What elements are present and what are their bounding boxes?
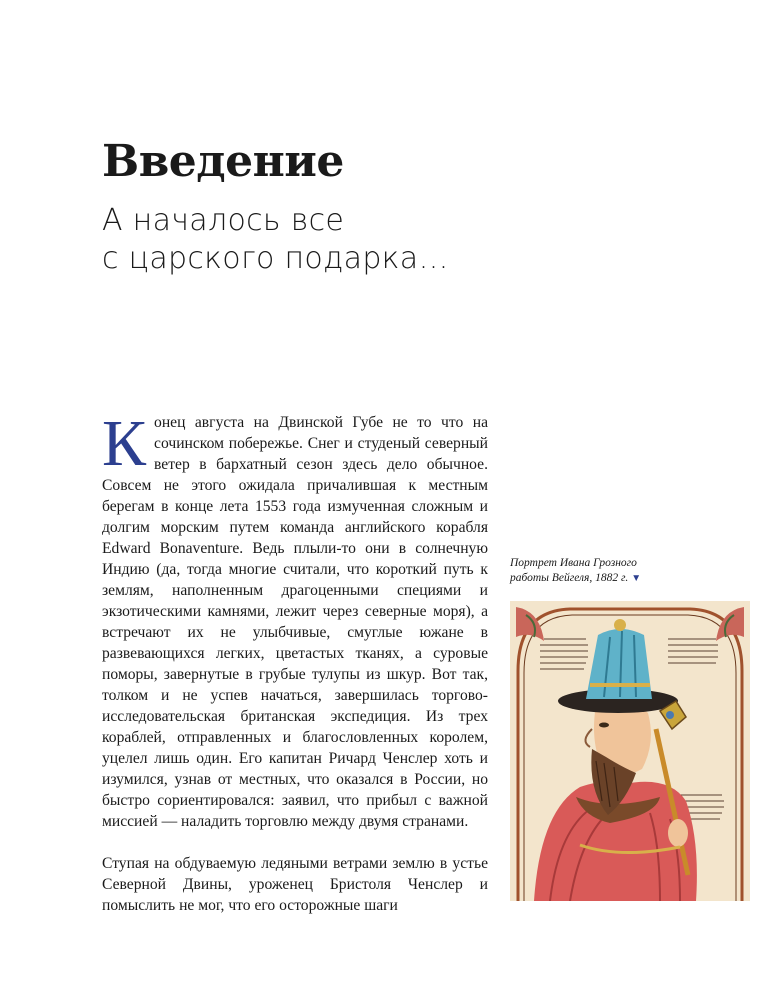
paragraph-1 (102, 407, 488, 832)
drop-cap: К (102, 407, 147, 480)
chapter-subtitle (102, 202, 449, 278)
paragraph-1-text: онец августа на Двинской Губе не то что на сочинском побережье. Снег и студеный северный ветер в бархатный сезон здесь дело обычное. Совсем не этого ожидала причалившая к местным берегам в конце лета 1553 года измученная сложным и долгим морским путем команда английского корабля Edward Bonaventure. Ведь плыли-то они в солнечную Индию (да, тогда многие считали, что короткий путь к землям, наполненным драгоценными специями и экзотическими камнями, лежит через северные моря), а встречают их не улыбчивые, смуглые южане в развевающихся легких, цветастых тканях, а суровые поморы, завернутые в грубые тулупы из шкур. Вот так, толком и не успев начаться, завершилась торгово-исследовательская британская экспедиция. Из трех кораблей, отправленных и благословленных королем, уцелел лишь один. Его капитан Ричард Ченслер хоть и изумился, узнав от местных, что оказался в России, но быстро сориентировался: заявил, что прибыл с важной миссией — наладить торговлю между двумя странами. (102, 414, 488, 830)
figure-caption (510, 556, 660, 586)
portrait-illustration (510, 601, 750, 901)
chapter-subtitle-line1: А началось все (102, 203, 345, 238)
paragraph-2: Ступая на обдуваемую ледяными ветрами землю в устье Северной Двины, уроженец Бристоля Ченслер и помыслить не мог, что его осторожные шаги (102, 855, 488, 914)
chapter-subtitle-line2: с царского подарка… (102, 241, 449, 276)
body-text (102, 407, 488, 916)
chapter-title: Введение (102, 136, 344, 187)
figure-caption-text: Портрет Ивана Грозного работы Вейгеля, 1882 г. (510, 557, 637, 584)
caption-arrow-icon: ▼ (631, 573, 642, 584)
